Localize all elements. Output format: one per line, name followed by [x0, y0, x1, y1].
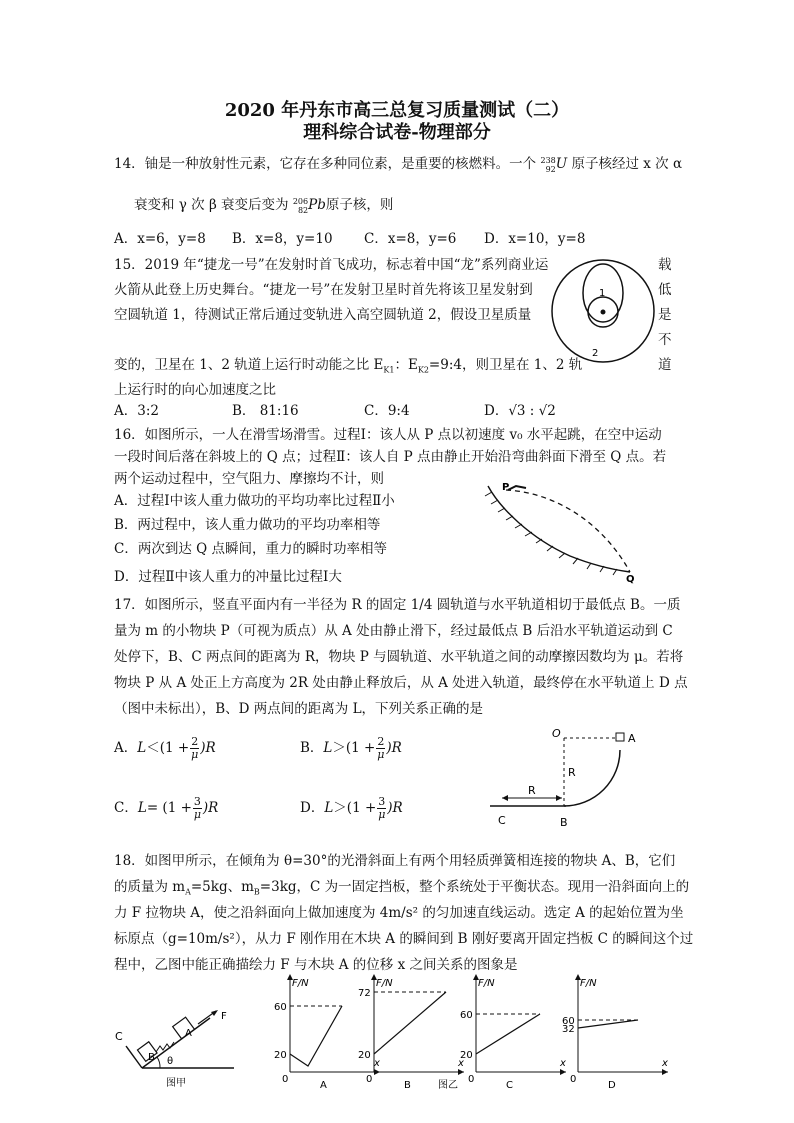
q17-line5: （图中未标出），B、D 两点间的距离为 L，下列关系正确的是	[114, 701, 484, 717]
label-c: C	[498, 814, 506, 827]
origin-label: 0	[366, 1074, 373, 1085]
q14-option-a: A．x=6，y=8	[114, 231, 206, 247]
q14-stem2	[134, 196, 393, 215]
arrow-right-icon	[556, 795, 562, 801]
origin-label: 0	[468, 1074, 475, 1085]
graph-option-label: B	[404, 1080, 411, 1091]
caption-jia: 图甲	[166, 1078, 186, 1089]
q14-stem	[114, 155, 682, 174]
graphs-yi	[252, 978, 672, 1092]
graph-option-label: C	[506, 1080, 513, 1091]
f-x-line	[374, 992, 446, 1054]
orbit-label-1: 1	[599, 288, 606, 299]
q16-option-a: A．过程Ⅰ中该人重力做功的平均功率比过程Ⅱ小	[114, 493, 395, 509]
x-axis-label: x	[374, 1058, 380, 1069]
q17-option-a: A．L＜(1 + $\frac{2}{\mu}$ )R	[114, 735, 216, 761]
q15-line1: 15．2019 年“捷龙一号”在发射时首飞成功，标志着中国“龙”系列商业运	[114, 257, 549, 273]
q15-option-b: B． 81:16	[232, 403, 299, 419]
incline-figure	[112, 1010, 242, 1092]
label-theta: θ	[167, 1056, 174, 1067]
x-axis-label: x	[458, 1058, 464, 1069]
q18-line3: 力 F 拉物块 A，使之沿斜面向上做加速度为 4m/s² 的匀加速直线运动。选定 A 的起始位置为坐	[114, 905, 684, 921]
q15-right-2: 低	[658, 282, 672, 298]
q14-line2a: 衰变和 γ 次 β 衰变后变为	[134, 197, 289, 213]
q15-option-d: D．√3 : √2	[484, 403, 556, 419]
label-c: C	[115, 1030, 123, 1043]
q15-line3: 空圆轨道 1，待测试正常后通过变轨进入高空圆轨道 2，假设卫星质量	[114, 307, 532, 323]
x-arrow-icon	[458, 1069, 464, 1075]
q17-line3: 处停下，B、C 两点间的距离为 R，物块 P 与圆轨道、水平轨道之间的动摩擦因数均为 μ。若将	[114, 649, 684, 665]
q17-line2: 量为 m 的小物块 P（可视为质点）从 A 处由静止滑下，经过最低点 B 后沿水平轨道运动到 C	[114, 623, 673, 639]
pb-symbol: Pb	[308, 197, 326, 213]
page-title: 2020 年丹东市高三总复习质量测试（二）	[224, 100, 570, 121]
pb-nuclide-numbers: 206 82	[292, 196, 309, 215]
x-arrow-icon	[560, 1069, 566, 1075]
q17-line4: 物块 P 从 A 处正上方高度为 2R 处由静止释放后，从 A 处进入轨道，最终停在水平轨道上 D 点	[114, 675, 688, 691]
projectile-path	[506, 490, 630, 572]
label-a: A	[628, 732, 636, 745]
curved-slope	[488, 486, 630, 572]
block-p	[616, 733, 624, 741]
tick-label-bottom: 20	[274, 1050, 287, 1061]
q17-option-d: D．L＞(1 + $\frac{3}{\mu}$ )R	[300, 795, 403, 821]
q16-option-d: D．过程Ⅱ中该人重力的冲量比过程Ⅰ大	[114, 569, 342, 585]
tick-label-top: 72	[358, 988, 371, 999]
label-r-horizontal: R	[528, 784, 536, 797]
x-arrow-icon	[662, 1069, 668, 1075]
ski-slope-figure	[480, 478, 650, 586]
q16-option-c: C．两次到达 Q 点瞬间，重力的瞬时功率相等	[114, 541, 387, 557]
q14-line2b: 原子核，则	[325, 197, 394, 213]
q15-right-1: 载	[658, 257, 672, 273]
tick-label-top: 60	[460, 1010, 473, 1021]
orbit-label-2: 2	[592, 348, 599, 359]
graph-c	[460, 974, 566, 1091]
orbit-figure	[550, 258, 660, 368]
q17-option-b: B．L＞(1 + $\frac{2}{\mu}$ )R	[300, 735, 402, 761]
graph-d	[562, 974, 668, 1091]
q15-line4: 变的，卫星在 1、2 轨道上运行时动能之比 $E_{K1}$：$E_{K2}=9:4$，则卫星在 1、2 轨	[114, 357, 583, 375]
q15-option-c: C．9:4	[364, 403, 410, 419]
x-axis-label: x	[560, 1058, 566, 1069]
q14-option-d: D．x=10，y=8	[484, 231, 586, 247]
point-p-label: P	[502, 482, 510, 493]
y-axis-label: F/N	[478, 978, 495, 989]
q16-line3: 两个运动过程中，空气阻力、摩擦均不计，则	[114, 471, 384, 487]
f-x-line	[290, 1006, 342, 1066]
tick-label-top: 60	[562, 1016, 575, 1027]
label-b: B	[560, 816, 568, 829]
earth-center	[601, 310, 606, 315]
q15-right-4: 不	[658, 332, 672, 348]
q17-option-c: C．L= (1 + $\frac{3}{\mu}$ )R	[114, 795, 219, 821]
quarter-circle-track-figure	[488, 724, 648, 834]
caption-yi: 图乙	[438, 1080, 458, 1091]
q18-line5: 程中，乙图中能正确描绘力 F 与木块 A 的位移 x 之间关系的图象是	[114, 957, 518, 973]
q15-option-d-value: √3 : √2	[508, 403, 556, 419]
q14-line1: 14．铀是一种放射性元素，它存在多种同位素，是重要的核燃料。一个	[114, 156, 537, 172]
angle-arc	[157, 1057, 160, 1068]
q18-line4: 标原点（g=10m/s²），从力 F 刚作用在木块 A 的瞬间到 B 刚好要离开固定挡板 C 的瞬间这个过	[114, 931, 694, 947]
tick-label-bottom: 20	[358, 1050, 371, 1061]
q15-right-3: 是	[658, 307, 672, 323]
q15-line5: 上运行时的向心加速度之比	[114, 382, 276, 398]
q15-option-a: A．3:2	[114, 403, 159, 419]
f-x-line	[578, 1020, 638, 1028]
tick-label-bottom: 20	[460, 1050, 473, 1061]
q16-line2: 一段时间后落在斜坡上的 Q 点；过程Ⅱ：该人自 P 点由静止开始沿弯曲斜面下滑至 Q 点。若	[114, 449, 667, 465]
origin-label: 0	[570, 1074, 577, 1085]
label-o: O	[552, 727, 561, 740]
slope-hatching	[485, 492, 617, 575]
graph-b	[358, 974, 464, 1091]
label-block-a: A	[185, 1028, 192, 1039]
tick-label-top: 60	[274, 1002, 287, 1013]
label-f: F	[221, 1011, 227, 1022]
q15-right-5: 道	[658, 357, 672, 373]
y-axis-label: F/N	[580, 978, 597, 989]
q17-line1: 17．如图所示，竖直平面内有一半径为 R 的固定 1/4 圆轨道与水平轨道相切于最低点 B。一质	[114, 597, 681, 613]
force-arrowhead-icon	[211, 1010, 218, 1016]
y-axis-label: F/N	[292, 978, 309, 989]
q16-line1: 16．如图所示，一人在滑雪场滑雪。过程Ⅰ：该人从 P 点以初速度 v₀ 水平起跳，在空中运动	[114, 427, 662, 443]
graph-option-label: A	[320, 1080, 327, 1091]
q14-line1b: 原子核经过 x 次 α	[571, 156, 683, 172]
origin-label: 0	[282, 1074, 289, 1085]
q16-option-b: B．两过程中，该人重力做功的平均功率相等	[114, 517, 381, 533]
page-subtitle: 理科综合试卷-物理部分	[303, 122, 491, 143]
q15-line2: 火箭从此登上历史舞台。“捷龙一号”在发射卫星时首先将该卫星发射到	[114, 282, 533, 298]
q14-option-b: B．x=8，y=10	[232, 231, 333, 247]
label-block-b: B	[148, 1052, 155, 1063]
q18-line2: 的质量为 $m_A=5kg$、$m_B=3kg$，C 为一固定挡板，整个系统处于平衡状态。现用一沿斜面向上的	[114, 879, 690, 897]
x-axis-label: x	[662, 1058, 668, 1069]
arrow-left-icon	[502, 795, 508, 801]
point-q-label: Q	[626, 574, 635, 585]
tick-label-bottom: 32	[562, 1024, 575, 1035]
q14-option-c: C．x=8，y=6	[364, 231, 457, 247]
u-symbol: U	[555, 156, 568, 172]
skier-icon	[508, 486, 526, 490]
f-x-line	[476, 1014, 540, 1054]
u-nuclide-numbers: 238 92	[540, 155, 556, 174]
y-axis-label: F/N	[376, 978, 393, 989]
graph-option-label: D	[608, 1080, 616, 1091]
q18-line1: 18．如图甲所示，在倾角为 θ=30°的光滑斜面上有两个用轻质弹簧相连接的物块 A、B，它们	[114, 853, 676, 869]
graph-holder	[274, 974, 668, 1091]
label-r-vertical: R	[568, 766, 576, 779]
